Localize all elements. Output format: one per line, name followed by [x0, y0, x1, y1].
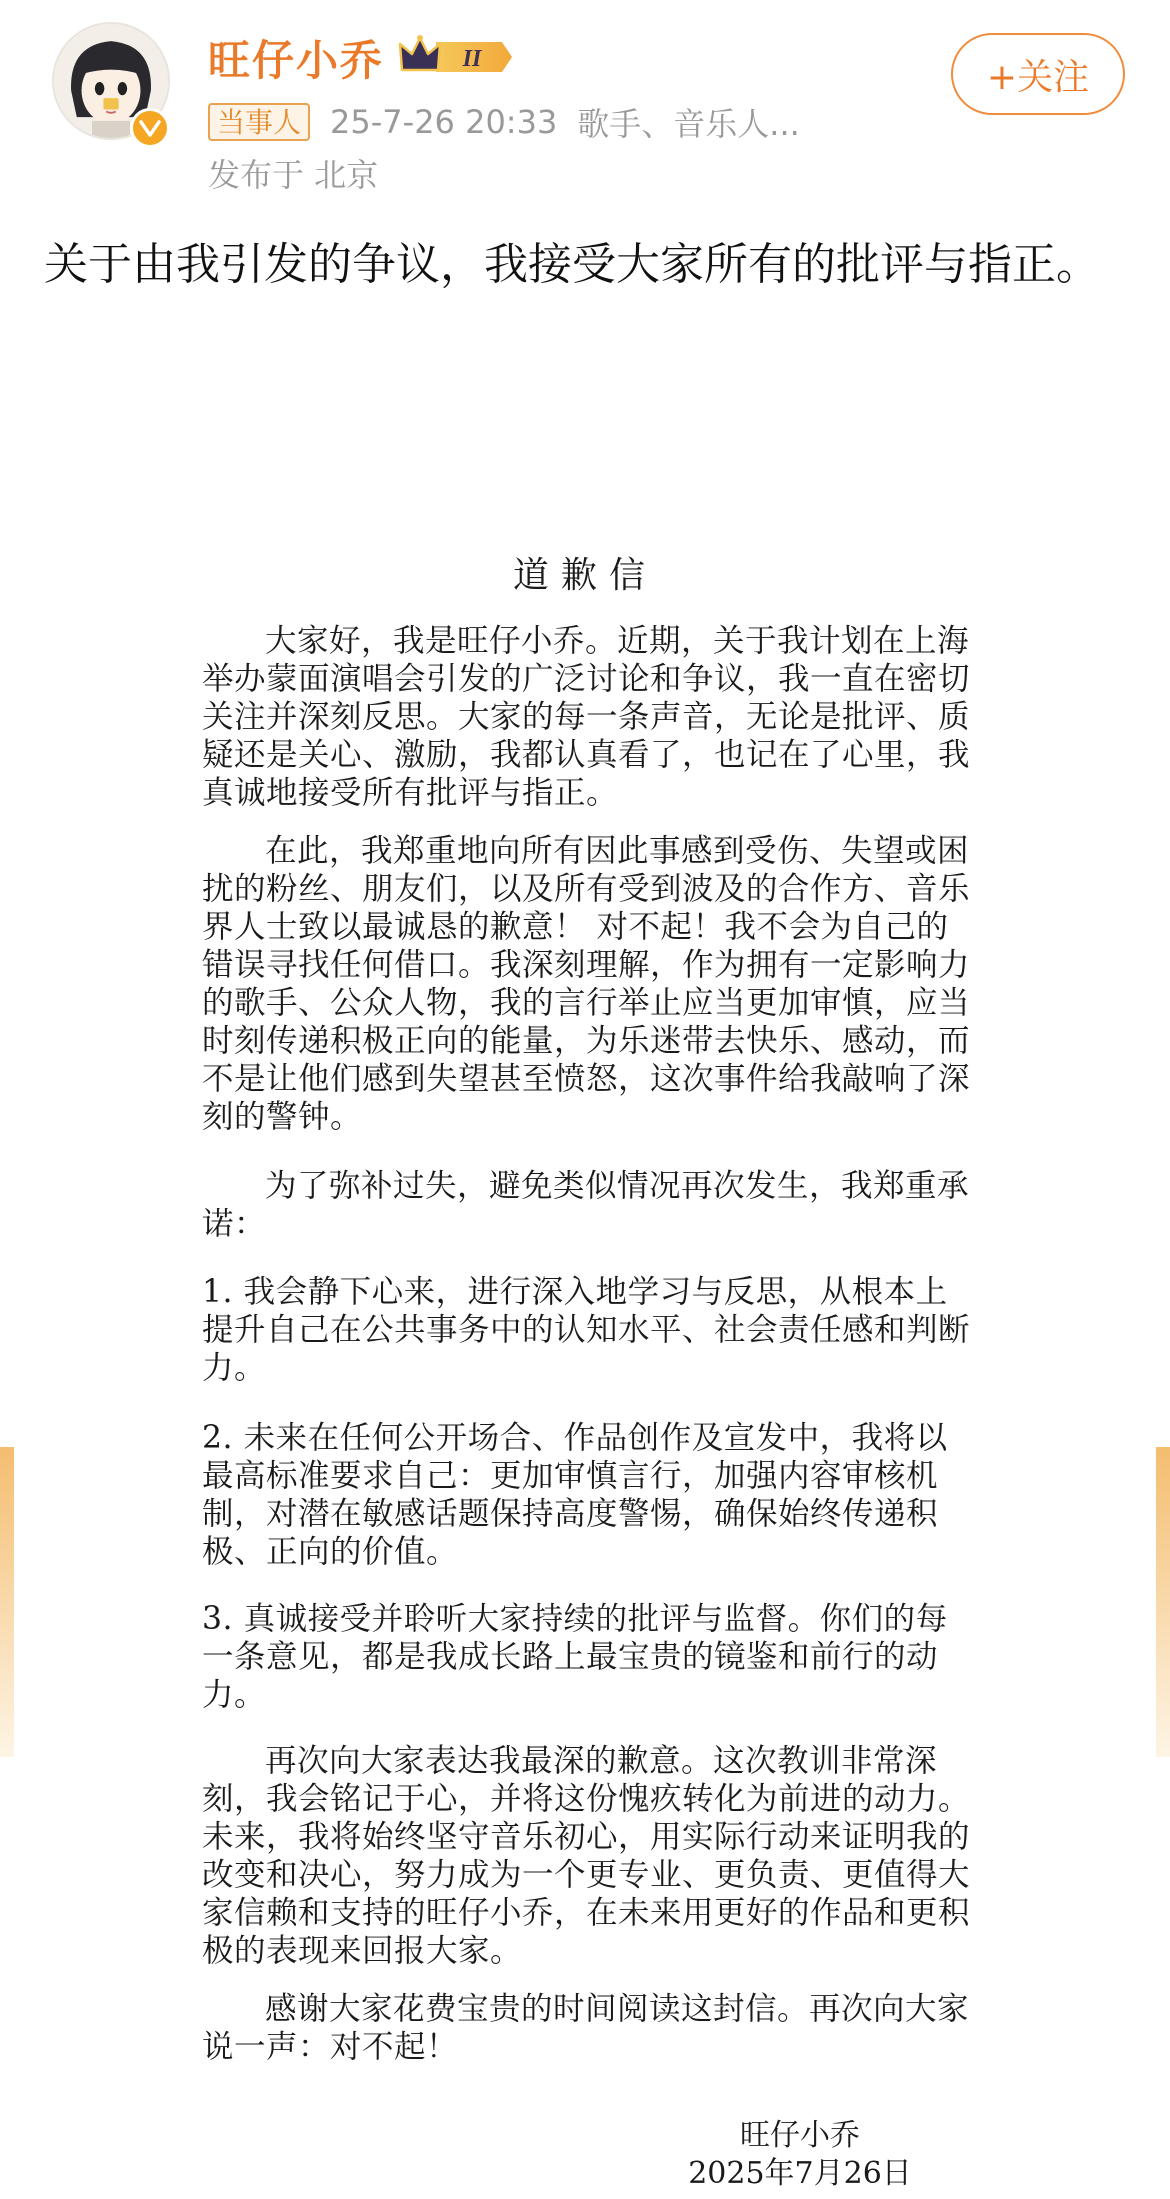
post-location: 发布于 北京	[208, 156, 379, 194]
verified-icon	[130, 108, 170, 148]
image-edge-left	[0, 1447, 14, 1757]
user-profession[interactable]: 歌手、音乐人...	[577, 105, 800, 143]
letter-list-item: 3. 真诚接受并聆听大家持续的批评与监督。你们的每一条意见，都是我成长路上最宝贵的镜鉴和前行的动力。	[202, 1601, 948, 1713]
letter-list-item: 1. 我会静下心来，进行深入地学习与反思，从根本上提升自己在公共事务中的认知水平、社会责任感和判断力。	[202, 1274, 971, 1386]
letter-paragraph: 再次向大家表达我最深的歉意。这次教训非常深刻，我会铭记于心，并将这份愧疚转化为前进的动力。未来，我将始终坚守音乐初心，用实际行动来证明我的改变和决心，努力成为一个更专业、更负责、更值得大家信赖和支持的旺仔小乔，在未来用更好的作品和更积极的表现来回报大家。	[202, 1743, 971, 1969]
post-timestamp: 25-7-26 20:33	[330, 103, 558, 141]
post-text: 关于由我引发的争议，我接受大家所有的批评与指正。	[44, 239, 1100, 290]
signature-name: 旺仔小乔	[740, 2118, 860, 2153]
letter-title: 道歉信	[512, 555, 657, 596]
user-name[interactable]: 旺仔小乔	[208, 36, 385, 85]
letter-paragraph: 感谢大家花费宝贵的时间阅读这封信。再次向大家说一声：对不起！	[202, 1991, 970, 2065]
signature-date: 2025年7月26日	[688, 2156, 912, 2191]
letter-list-item: 2. 未来在任何公开场合、作品创作及宣发中，我将以最高标准要求自己：更加审慎言行，加强内容审核机制，对潜在敏感话题保持高度警惕，确保始终传递积极、正向的价值。	[202, 1420, 948, 1570]
follow-button[interactable]: +关注	[951, 33, 1125, 115]
party-tag: 当事人	[208, 103, 310, 141]
apology-letter-image[interactable]	[0, 525, 1170, 2199]
letter-signature	[640, 2117, 960, 2193]
letter-paragraph: 为了弥补过失，避免类似情况再次发生，我郑重承诺：	[202, 1168, 970, 1242]
crown-rank-badge[interactable]	[398, 32, 516, 82]
letter-paragraph: 大家好，我是旺仔小乔。近期，关于我计划在上海举办蒙面演唱会引发的广泛讨论和争议，我一直在密切关注并深刻反思。大家的每一条声音，无论是批评、质疑还是关心、激励，我都认真看了，也记在了心里，我真诚地接受所有批评与指正。	[202, 623, 971, 811]
post-meta	[208, 98, 800, 146]
image-edge-right	[1156, 1447, 1170, 1757]
rank-badge-level: II	[462, 46, 482, 72]
letter-paragraph: 在此，我郑重地向所有因此事感到受伤、失望或困扰的粉丝、朋友们，以及所有受到波及的合作方、音乐界人士致以最诚恳的歉意！ 对不起！我不会为自己的错误寻找任何借口。我深刻理解，作为拥有一定影响力的歌手、公众人物，我的言行举止应当更加审慎，应当时刻传递积极正向的能量，为乐迷带去快乐、感动，而不是让他们感到失望甚至愤怒，这次事件给我敲响了深刻的警钟。	[202, 833, 971, 1135]
